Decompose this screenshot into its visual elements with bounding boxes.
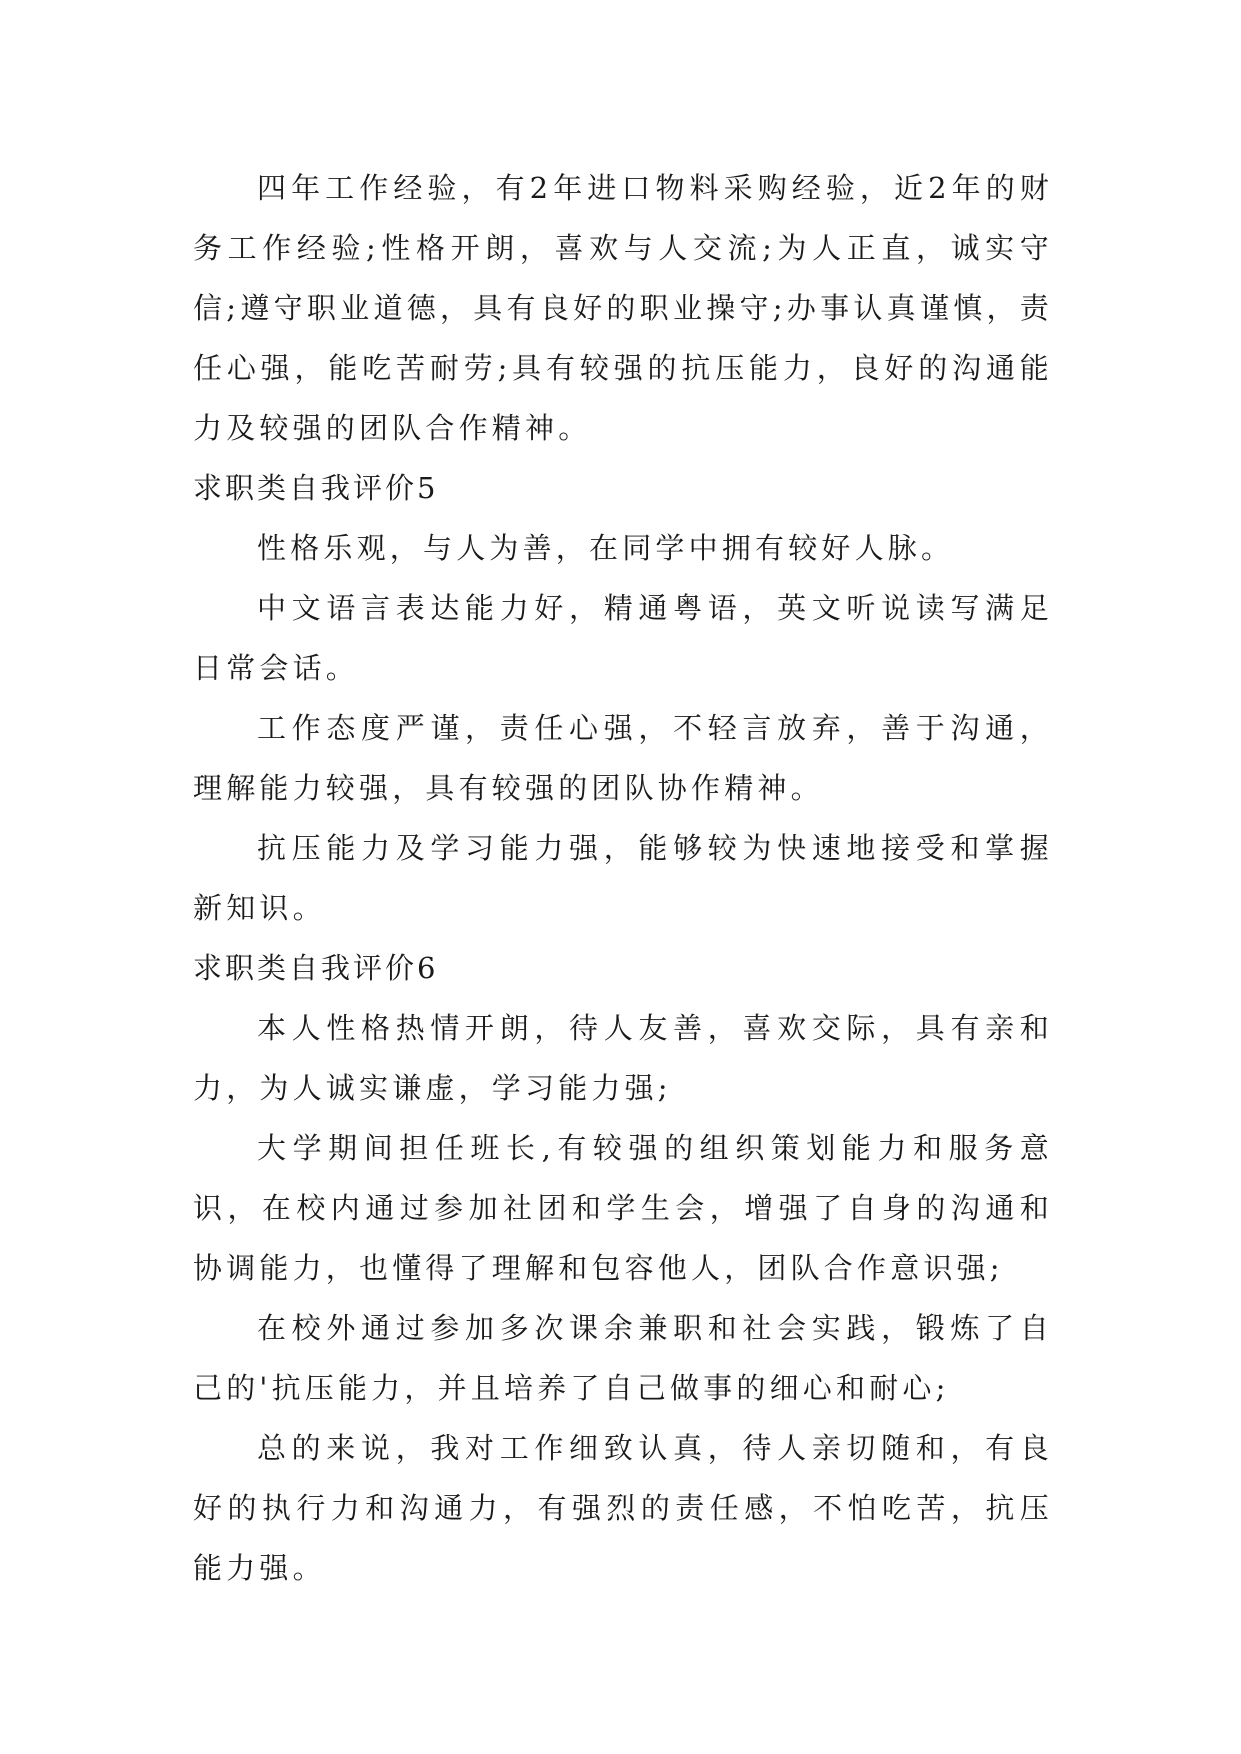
paragraph-learning: 抗压能力及学习能力强，能够较为快速地接受和掌握新知识。	[193, 831, 1053, 925]
paragraph-character: 本人性格热情开朗，待人友善，喜欢交际，具有亲和力，为人诚实谦虚，学习能力强;	[193, 1011, 1053, 1105]
paragraph-personality: 性格乐观，与人为善，在同学中拥有较好人脉。	[257, 531, 955, 565]
paragraph-practice: 在校外通过参加多次课余兼职和社会实践，锻炼了自己的'抗压能力，并且培养了自己做事的细心和耐心;	[193, 1311, 1053, 1405]
section-heading-6: 求职类自我评价6	[193, 951, 439, 985]
section-heading-5: 求职类自我评价5	[193, 471, 439, 505]
document-body	[193, 158, 1053, 1598]
paragraph-summary: 总的来说，我对工作细致认真，待人亲切随和，有良好的执行力和沟通力，有强烈的责任感，不怕吃苦，抗压能力强。	[193, 1431, 1053, 1585]
paragraph-work-experience: 四年工作经验，有2年进口物料采购经验，近2年的财务工作经验;性格开朗，喜欢与人交流;为人正直，诚实守信;遵守职业道德，具有良好的职业操守;办事认真谨慎，责任心强，能吃苦耐劳;具有较强的抗压能力，良好的沟通能力及较强的团队合作精神。	[193, 171, 1053, 445]
paragraph-attitude: 工作态度严谨，责任心强，不轻言放弃，善于沟通，理解能力较强，具有较强的团队协作精神。	[193, 711, 1053, 805]
paragraph-university: 大学期间担任班长,有较强的组织策划能力和服务意识，在校内通过参加社团和学生会，增强了自身的沟通和协调能力，也懂得了理解和包容他人，团队合作意识强;	[193, 1131, 1053, 1285]
paragraph-language: 中文语言表达能力好，精通粤语，英文听说读写满足日常会话。	[193, 591, 1053, 685]
